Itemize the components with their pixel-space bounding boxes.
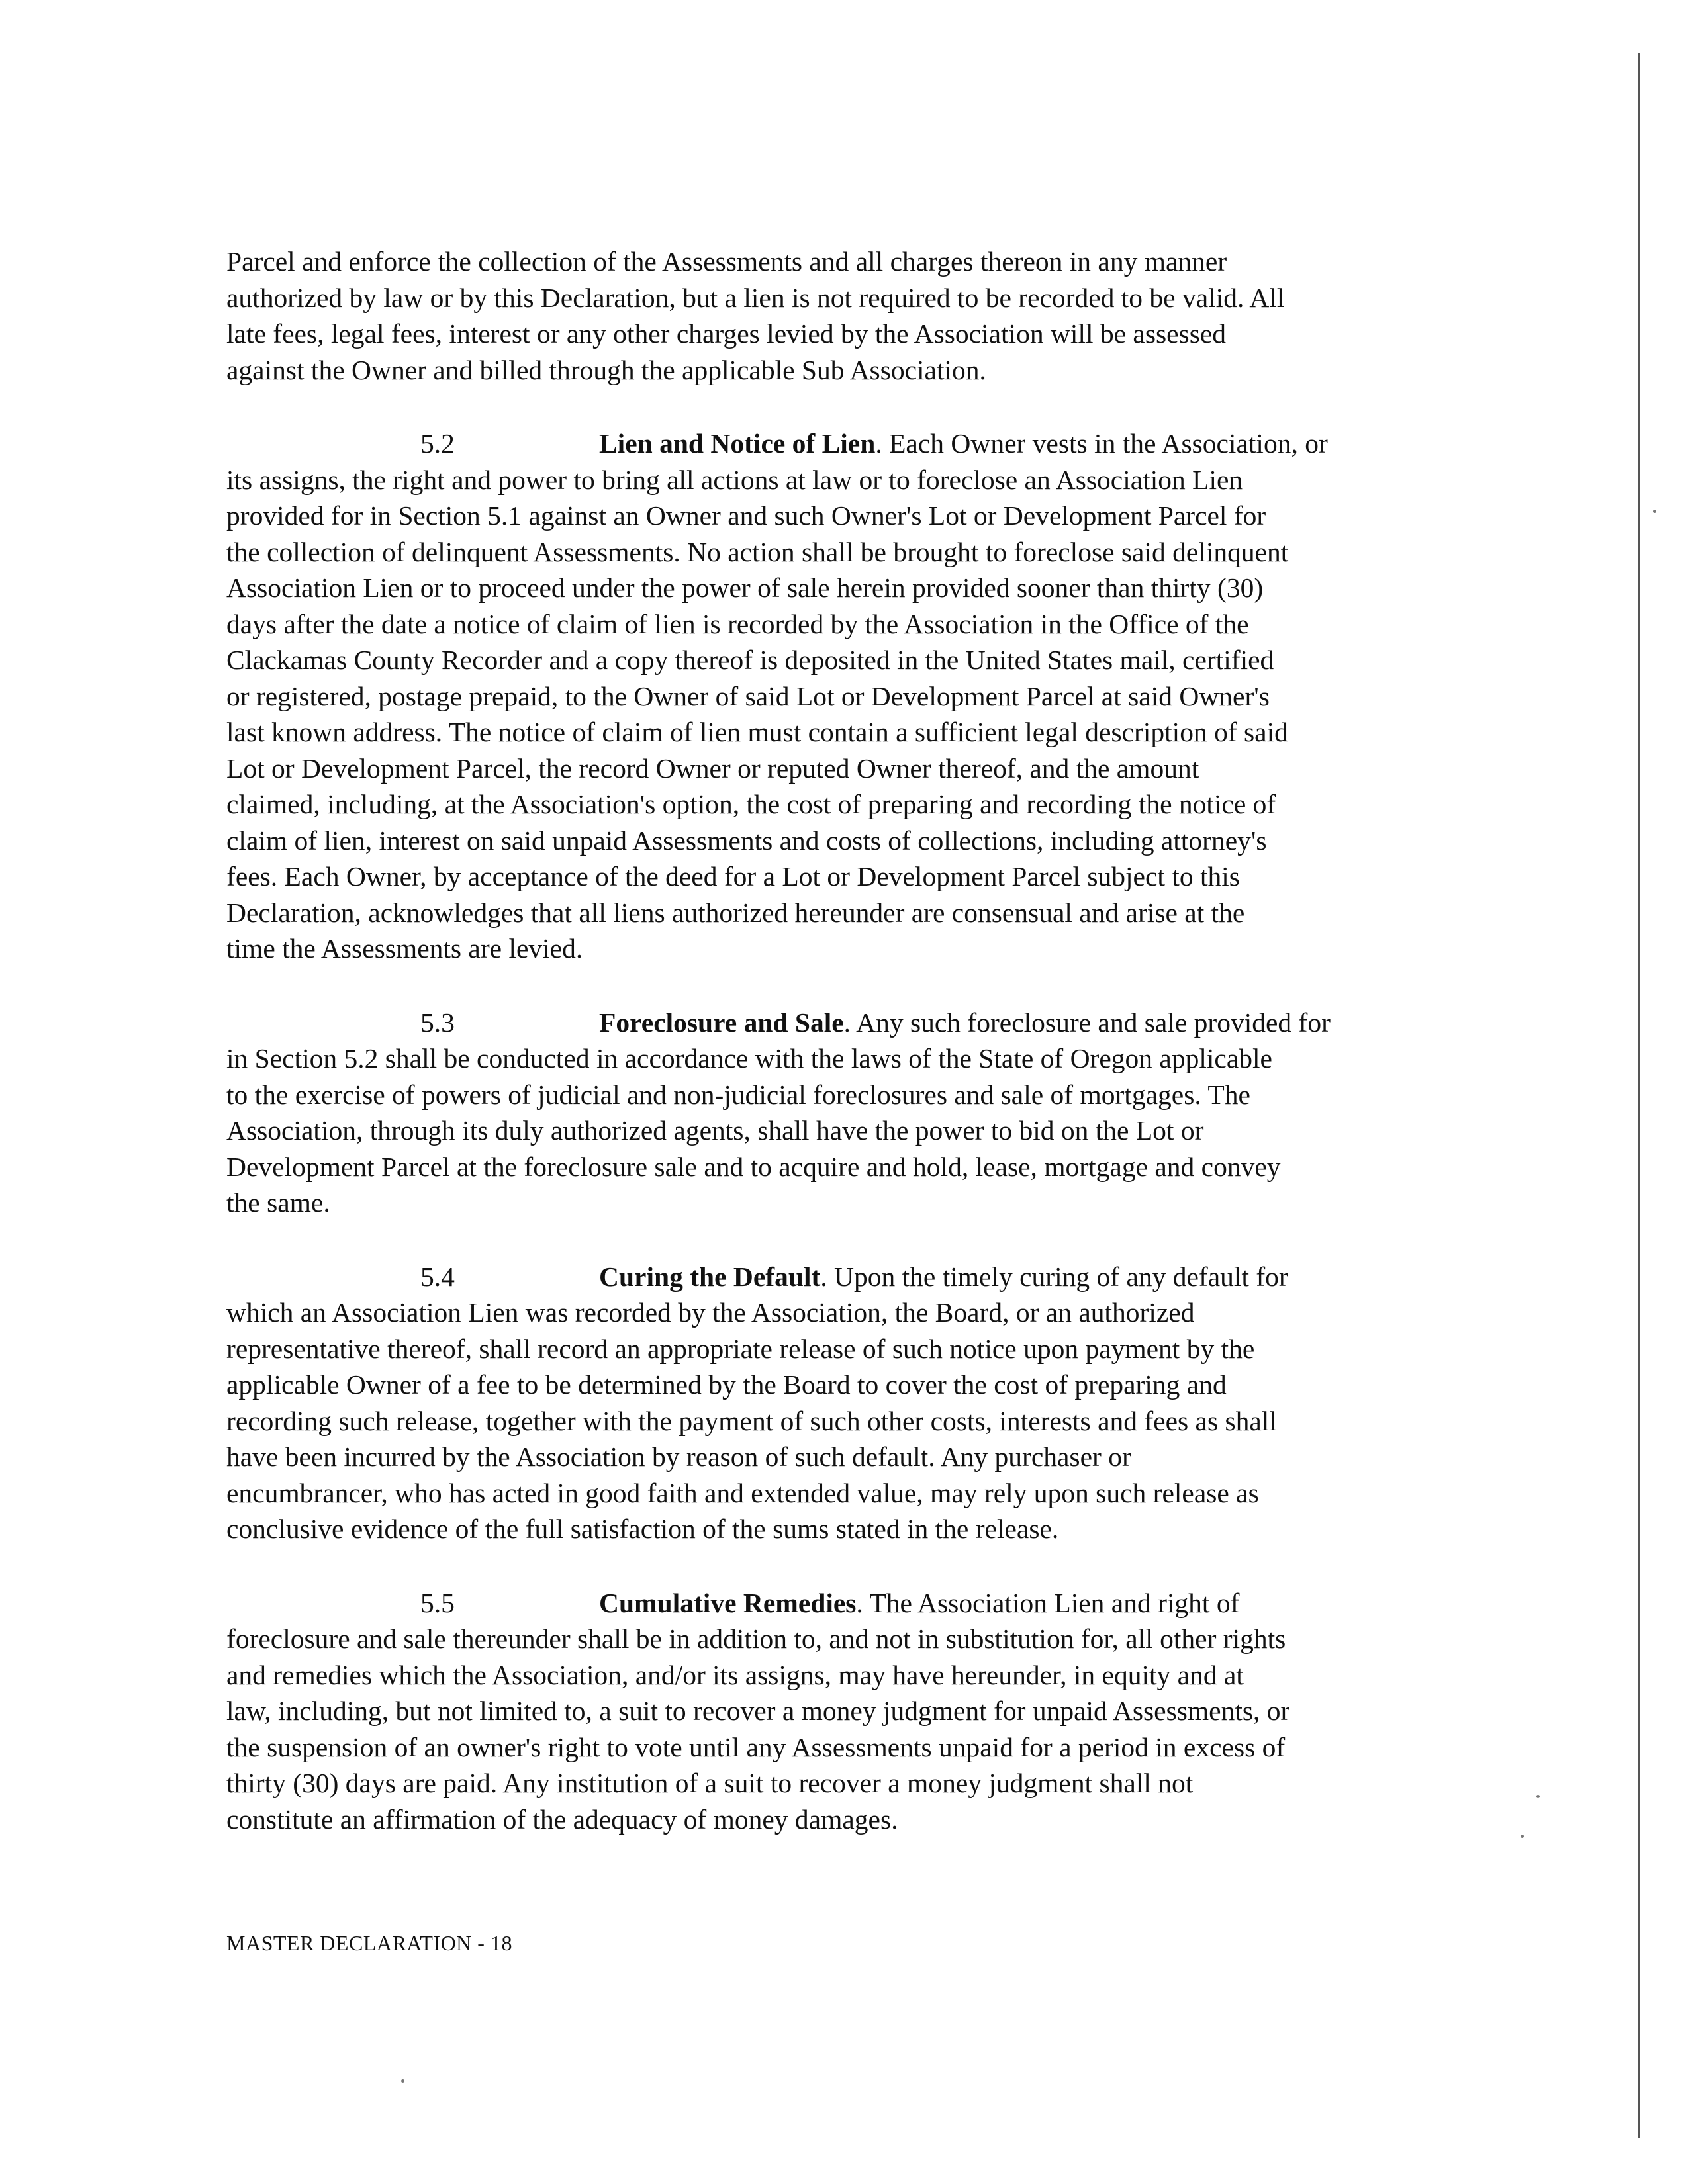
- section-first-line: [226, 426, 1479, 462]
- section-5-2: [226, 426, 1479, 967]
- text-line: constitute an affirmation of the adequacy of money damages.: [226, 1803, 898, 1835]
- text-line: which an Association Lien was recorded by the Association, the Board, or an authorized: [226, 1297, 1195, 1328]
- scan-speck: [1536, 1795, 1540, 1798]
- text-line: late fees, legal fees, interest or any other charges levied by the Association will be assessed: [226, 318, 1227, 349]
- section-heading: Cumulative Remedies: [599, 1587, 857, 1618]
- text-line: recording such release, together with the payment of such other costs, interests and fees as shall: [226, 1405, 1277, 1436]
- text-line: Declaration, acknowledges that all liens authorized hereunder are consensual and arise at the: [226, 897, 1245, 928]
- text-line: its assigns, the right and power to bring all actions at law or to foreclose an Association Lien: [226, 464, 1243, 495]
- section-5-4: [226, 1259, 1479, 1547]
- intro-paragraph: [226, 244, 1479, 388]
- section-number: 5.3: [420, 1007, 455, 1038]
- section-first-line-text: . The Association Lien and right of: [856, 1587, 1240, 1618]
- section-number: 5.5: [420, 1587, 455, 1618]
- text-line: provided for in Section 5.1 against an Owner and such Owner's Lot or Development Parcel for: [226, 500, 1266, 531]
- scan-speck: [1521, 1835, 1524, 1838]
- text-line: law, including, but not limited to, a suit to recover a money judgment for unpaid Assessments, or: [226, 1696, 1290, 1726]
- section-first-line: [226, 1005, 1479, 1041]
- section-5-3: [226, 1005, 1479, 1221]
- text-line: Association Lien or to proceed under the power of sale herein provided sooner than thirty (30): [226, 572, 1264, 603]
- text-line: or registered, postage prepaid, to the Owner of said Lot or Development Parcel at said Owner's: [226, 680, 1270, 711]
- text-line: time the Assessments are levied.: [226, 933, 583, 964]
- text-line: days after the date a notice of claim of lien is recorded by the Association in the Office of the: [226, 608, 1249, 639]
- text-line: fees. Each Owner, by acceptance of the deed for a Lot or Development Parcel subject to this: [226, 861, 1240, 891]
- scan-speck: [1653, 510, 1656, 513]
- section-number: 5.4: [420, 1261, 455, 1292]
- text-line: Association, through its duly authorized agents, shall have the power to bid on the Lot or: [226, 1115, 1204, 1146]
- text-line: the same.: [226, 1187, 330, 1218]
- scan-speck: [401, 2079, 404, 2083]
- section-5-5: [226, 1585, 1479, 1838]
- text-line: Lot or Development Parcel, the record Owner or reputed Owner thereof, and the amount: [226, 752, 1199, 784]
- text-line: against the Owner and billed through the applicable Sub Association.: [226, 354, 986, 385]
- text-line: and remedies which the Association, and/or its assigns, may have hereunder, in equity and at: [226, 1659, 1244, 1690]
- text-line: claimed, including, at the Association's option, the cost of preparing and recording the notice of: [226, 789, 1276, 819]
- text-line: foreclosure and sale thereunder shall be in addition to, and not in substitution for, all other rights: [226, 1623, 1286, 1654]
- text-line: the suspension of an owner's right to vote until any Assessments unpaid for a period in excess of: [226, 1731, 1286, 1762]
- text-line: Development Parcel at the foreclosure sale and to acquire and hold, lease, mortgage and convey: [226, 1151, 1281, 1182]
- text-line: thirty (30) days are paid. Any institution of a suit to recover a money judgment shall not: [226, 1768, 1194, 1798]
- section-heading: Curing the Default: [599, 1261, 821, 1292]
- text-line: last known address. The notice of claim of lien must contain a sufficient legal description of said: [226, 717, 1288, 747]
- text-line: claim of lien, interest on said unpaid Assessments and costs of collections, including attorney's: [226, 825, 1267, 856]
- scan-edge-line: [1638, 53, 1640, 2138]
- text-line: have been incurred by the Association by reason of such default. Any purchaser or: [226, 1441, 1131, 1472]
- text-line: Parcel and enforce the collection of the Assessments and all charges thereon in any manner: [226, 246, 1227, 277]
- section-heading: Foreclosure and Sale: [599, 1007, 844, 1038]
- text-line: in Section 5.2 shall be conducted in accordance with the laws of the State of Oregon applicable: [226, 1043, 1272, 1073]
- text-line: conclusive evidence of the full satisfaction of the sums stated in the release.: [226, 1514, 1059, 1544]
- section-first-line-text: . Any such foreclosure and sale provided for: [843, 1007, 1331, 1038]
- section-first-line: [226, 1585, 1479, 1621]
- text-line: to the exercise of powers of judicial and non-judicial foreclosures and sale of mortgages. The: [226, 1079, 1250, 1110]
- page-footer: MASTER DECLARATION - 18: [226, 1931, 512, 1955]
- section-first-line-text: . Each Owner vests in the Association, or: [875, 428, 1328, 459]
- text-line: the collection of delinquent Assessments. No action shall be brought to foreclose said delinquent: [226, 536, 1289, 567]
- section-number: 5.2: [420, 428, 455, 459]
- text-line: Clackamas County Recorder and a copy thereof is deposited in the United States mail, certified: [226, 645, 1274, 675]
- text-line: encumbrancer, who has acted in good faith and extended value, may rely upon such release as: [226, 1477, 1259, 1508]
- section-first-line-text: . Upon the timely curing of any default for: [820, 1261, 1288, 1292]
- document-body: [226, 244, 1479, 1875]
- section-first-line: [226, 1259, 1479, 1295]
- text-line: representative thereof, shall record an appropriate release of such notice upon payment by the: [226, 1333, 1255, 1364]
- text-line: authorized by law or by this Declaration, but a lien is not required to be recorded to be valid. All: [226, 282, 1285, 313]
- text-line: applicable Owner of a fee to be determined by the Board to cover the cost of preparing and: [226, 1369, 1227, 1400]
- section-heading: Lien and Notice of Lien: [599, 428, 876, 459]
